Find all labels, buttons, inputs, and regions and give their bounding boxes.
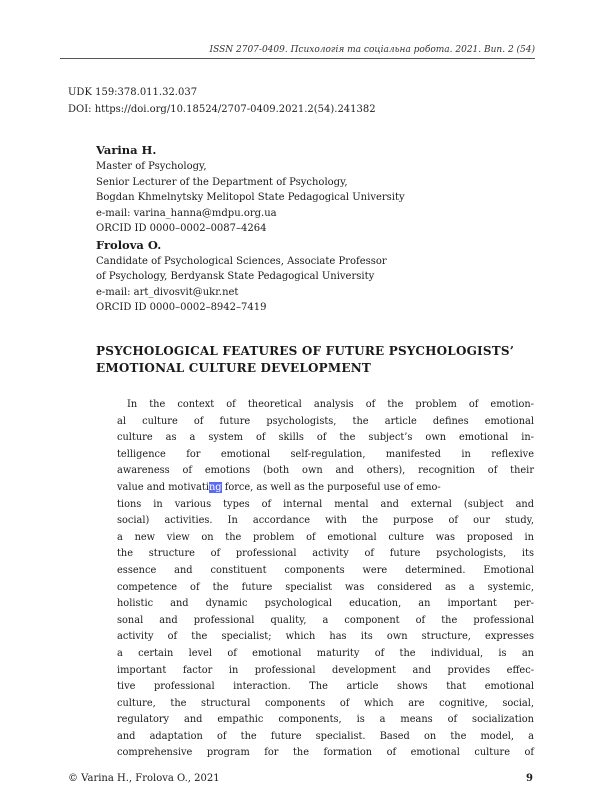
abstract-line: culture, the structural components of which are cognitive, social,: [117, 697, 534, 709]
abstract-line: important factor in professional development and provides effec-: [117, 664, 534, 676]
udk-code: UDK 159:378.011.32.037: [68, 87, 198, 98]
running-header: [60, 45, 535, 59]
page-footer: [68, 773, 533, 784]
abstract-line: culture as a system of skills of the subject’s own emotional in-: [117, 432, 534, 444]
copyright: © Varina H., Frolova O., 2021: [68, 773, 220, 784]
abstract-line: holistic and dynamic psychological education, an important per-: [117, 598, 534, 610]
page-number: 9: [526, 773, 533, 784]
article-title: [96, 343, 546, 377]
author-block: [96, 142, 405, 316]
author-email[interactable]: e-mail: varina_hanna@mdpu.org.ua: [96, 207, 277, 219]
abstract-line: essence and constituent components were determined. Emotional: [117, 564, 534, 576]
abstract-line: awareness of emotions (both own and others), recognition of their: [117, 465, 534, 477]
abstract-line: social) activities. In accordance with the purpose of our study,: [117, 515, 534, 527]
abstract-line: the structure of professional activity of future psychologists, its: [117, 548, 534, 560]
author-degree: Master of Psychology,: [96, 161, 207, 172]
title-line: EMOTIONAL CULTURE DEVELOPMENT: [96, 361, 371, 375]
author-affiliation: of Psychology, Berdyansk State Pedagogical University: [96, 271, 375, 282]
abstract-line: competence of the future specialist was considered as a systemic,: [117, 581, 534, 593]
author-name: Varina H.: [96, 143, 157, 157]
abstract-line: comprehensive program for the formation of emotional culture of: [117, 747, 534, 759]
abstract-line: [117, 480, 534, 497]
author-email[interactable]: e-mail: art_divosvit@ukr.net: [96, 286, 239, 298]
text-segment: force, as well as the purposeful use of emo-: [221, 481, 441, 493]
author-position: Senior Lecturer of the Department of Psychology,: [96, 176, 348, 188]
abstract-line: regulatory and empathic components, is a means of socialization: [117, 714, 534, 726]
article-meta: [68, 84, 376, 118]
abstract-line: al culture of future psychologists, the article defines emotional: [117, 415, 534, 427]
abstract[interactable]: [117, 397, 534, 762]
author-affiliation: Bogdan Khmelnytsky Melitopol State Pedagogical University: [96, 192, 405, 203]
abstract-line: a certain level of emotional maturity of the individual, is an: [117, 647, 534, 659]
running-title: ISSN 2707-0409. Психологія та соціальна робота. 2021. Вип. 2 (54): [209, 45, 535, 55]
abstract-line: a new view on the problem of emotional culture was proposed in: [117, 531, 534, 543]
author-degree: Candidate of Psychological Sciences, Associate Professor: [96, 255, 387, 267]
author-orcid: ORCID ID 0000–0002–0087–4264: [96, 223, 267, 234]
doi-link[interactable]: DOI: https://doi.org/10.18524/2707-0409.2021.2(54).241382: [68, 104, 376, 115]
abstract-line: telligence for emotional self-regulation, manifested in reflexive: [117, 448, 534, 460]
abstract-line: In the context of theoretical analysis of the problem of emotion-: [127, 399, 534, 410]
abstract-line: and adaptation of the future specialist. Based on the model, a: [117, 730, 534, 742]
text-selection-highlight[interactable]: ng: [208, 481, 222, 493]
text-segment: value and motivati: [117, 481, 209, 493]
author-name: Frolova O.: [96, 237, 162, 252]
author-orcid: ORCID ID 0000–0002–8942–7419: [96, 302, 267, 313]
abstract-line: tions in various types of internal mental and external (subject and: [117, 498, 534, 510]
title-line: PSYCHOLOGICAL FEATURES OF FUTURE PSYCHOLOGISTS’: [96, 344, 515, 358]
abstract-line: tive professional interaction. The article shows that emotional: [117, 681, 534, 693]
abstract-line: sonal and professional quality, a component of the professional: [117, 614, 534, 626]
abstract-line: activity of the specialist; which has its own structure, expresses: [117, 631, 534, 643]
